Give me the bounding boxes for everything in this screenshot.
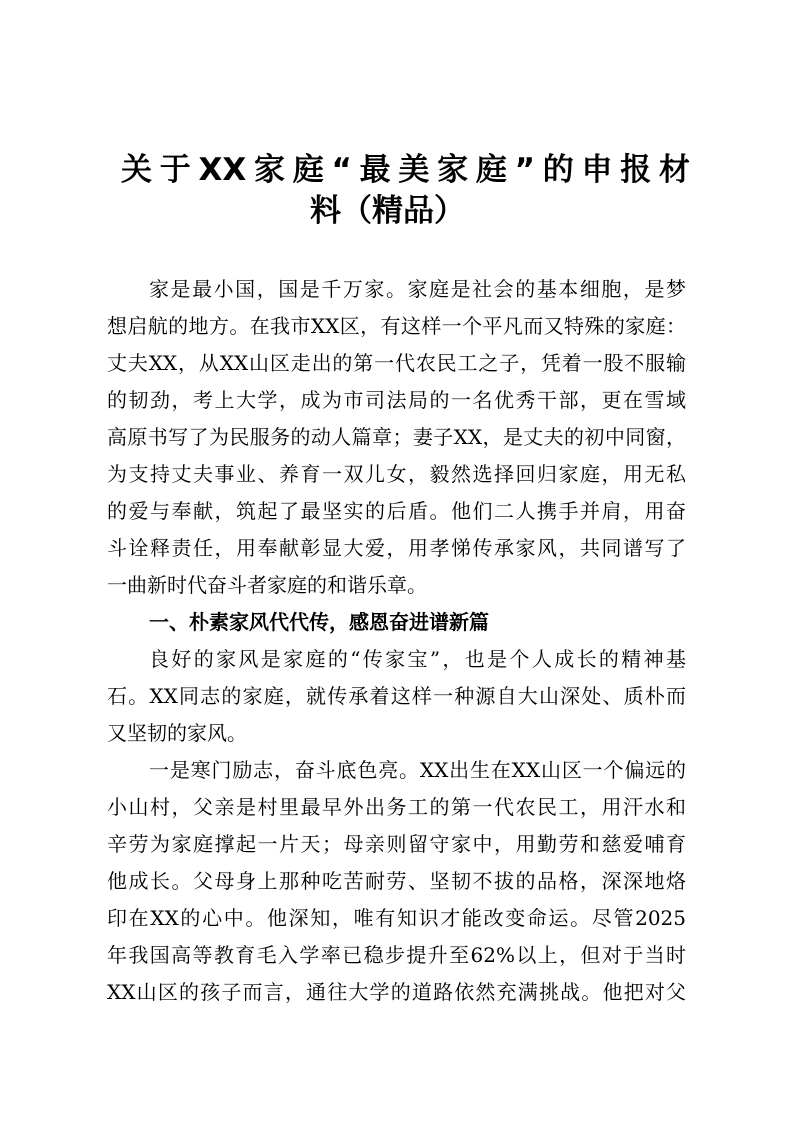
text-line: 又坚韧的家风。 (107, 721, 247, 745)
section-heading: 一、朴素家风代代传，感恩奋进谱新篇 (149, 610, 489, 634)
text-line: 斗诠释责任，用奉献彰显大爱，用孝悌传承家风，共同谱写了 (107, 536, 686, 560)
text-line: 年我国高等教育毛入学率已稳步提升至62%以上，但对于当时 (107, 943, 686, 967)
text-line: 一是寒门励志，奋斗底色亮。XX出生在XX山区一个偏远的 (149, 758, 686, 782)
text-line: XX山区的孩子而言，通往大学的道路依然充满挑战。他把对父 (107, 980, 686, 1004)
text-line: 他成长。父母身上那种吃苦耐劳、坚韧不拔的品格，深深地烙 (107, 869, 686, 893)
text-line: 丈夫XX，从XX山区走出的第一代农民工之子，凭着一股不服输 (107, 351, 686, 375)
text-line: 为支持丈夫事业、养育一双儿女，毅然选择回归家庭，用无私 (107, 462, 686, 486)
document-body (107, 271, 686, 1011)
document-title-line-1: 关于XX家庭“最美家庭”的申报材 (121, 152, 690, 188)
text-line: 想启航的地方。在我市XX区，有这样一个平凡而又特殊的家庭： (107, 314, 686, 338)
text-line: 一曲新时代奋斗者家庭的和谐乐章。 (107, 573, 427, 597)
text-line: 印在XX的心中。他深知，唯有知识才能改变命运。尽管2025 (107, 906, 686, 930)
text-line: 石。XX同志的家庭，就传承着这样一种源自大山深处、质朴而 (107, 684, 686, 708)
text-line: 高原书写了为民服务的动人篇章；妻子XX，是丈夫的初中同窗， (107, 425, 686, 449)
text-line: 辛劳为家庭撑起一片天；母亲则留守家中，用勤劳和慈爱哺育 (107, 832, 686, 856)
document-title-line-2: 料（精品） (310, 193, 465, 229)
text-line: 小山村，父亲是村里最早外出务工的第一代农民工，用汗水和 (107, 795, 686, 819)
text-line: 良好的家风是家庭的“传家宝”，也是个人成长的精神基 (149, 647, 686, 671)
text-line: 的爱与奉献，筑起了最坚实的后盾。他们二人携手并肩，用奋 (107, 499, 686, 523)
text-line: 的韧劲，考上大学，成为市司法局的一名优秀干部，更在雪域 (107, 388, 686, 412)
text-line: 家是最小国，国是千万家。家庭是社会的基本细胞，是梦 (149, 277, 686, 301)
